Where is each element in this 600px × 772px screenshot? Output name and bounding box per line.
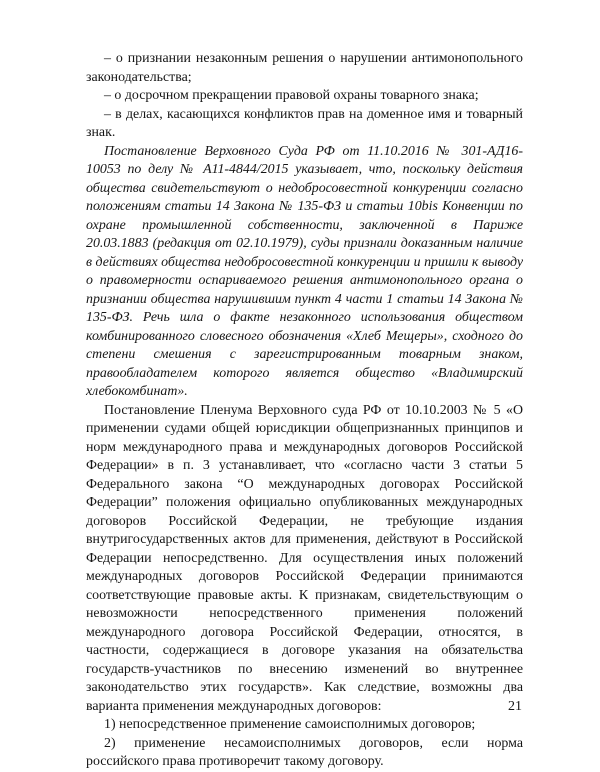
plenum-resolution-paragraph: Постановление Пленума Верховного суда РФ от 10.10.2003 № 5 «О применении судами общей юрисдикции общепризнанных принципов и норм международного права и международных договоров Российской Федерации» в п. 3 устанавливает, что «согласно части 3 статьи 5 Федерального закона “О международных договорах Российской Федерации” положения официально опубликованных международных договоров Российской Федерации, не требующие издания внутригосударственных актов для применения, действуют в Российской Федерации непосредственно. Для осуществления иных положений международных договоров Российской Федерации принимаются соответствующие правовые акты. К признакам, свидетельствующим о невозможности непосредственного применения положений международного договора Российской Федерации, относятся, в частности, содержащиеся в договоре указания на обязательства государств-участников по внесению изменений во внутреннее законодательство этих государств». Как следствие, возможны два варианта применения международных договоров: (86, 402, 523, 714)
document-page (86, 50, 523, 772)
case-citation-paragraph: Постановление Верховного Суда РФ от 11.10.2016 № 301-АД16-10053 по делу № А11-4844/2015 указывает, что, поскольку действия общества свидетельствуют о недобросовестной конкуренции согласно положениям статьи 14 Закона № 135-ФЗ и статьи 10bis Конвенции по охране промышленной собственности, заключенной в Париже 20.03.1883 (редакция от 02.10.1979), суды признали доказанным наличие в действиях общества недобросовестной конкуренции и пришли к выводу о правомерности оспариваемого решения антимонопольного органа о признании общества нарушившим пункт 4 части 1 статьи 14 Закона № 135-ФЗ. Речь шла о факте незаконного использования обществом комбинированного словесного обозначения «Хлеб Мещеры», сходного до степени смешения с зарегистрированным товарным знаком, правообладателем которого является общество «Владимирский хлебокомбинат». (86, 143, 523, 399)
page-number: 21 (508, 699, 522, 714)
list-item-antimonopoly: – о признании незаконным решения о нарушении антимонопольного законодательства; (86, 51, 523, 85)
list-item-self-executing: 1) непосредственное применение самоисполнимых договоров; (104, 717, 476, 732)
list-item-domain-conflicts: – в делах, касающихся конфликтов прав на доменное имя и товарный знак. (86, 106, 523, 140)
list-item-non-self-executing: 2) применение несамоисполнимых договоров, если норма российского права противоречит такому договору. (86, 735, 523, 769)
list-item-trademark-termination: – о досрочном прекращении правовой охраны товарного знака; (104, 88, 479, 103)
